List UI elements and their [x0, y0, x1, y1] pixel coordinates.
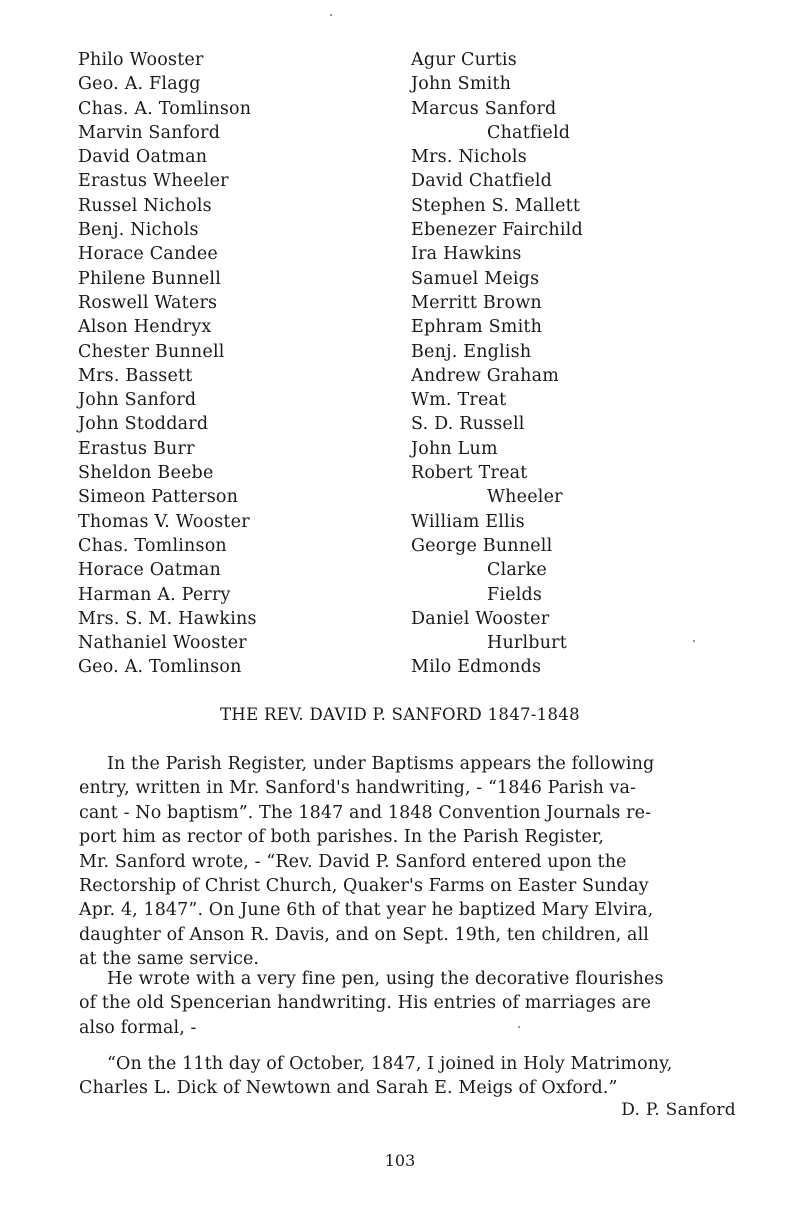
- left-name-entry: Simeon Patterson: [78, 487, 239, 508]
- paragraph-line: daughter of Anson R. Davis, and on Sept. 19th, ten children, all: [79, 924, 649, 945]
- right-name-entry: S. D. Russell: [411, 414, 525, 435]
- left-name-entry: Philo Wooster: [78, 50, 204, 70]
- left-name-entry: Russel Nichols: [78, 195, 212, 216]
- left-name-entry: Nathaniel Wooster: [78, 633, 247, 654]
- left-name-entry: Geo. A. Tomlinson: [78, 657, 242, 678]
- right-name-column: [411, 48, 711, 680]
- right-name-entry: William Ellis: [411, 511, 525, 532]
- paragraph-handwriting: [79, 967, 739, 1040]
- left-name-entry: Horace Oatman: [78, 560, 222, 581]
- right-name-entry: Mrs. Nichols: [411, 147, 527, 168]
- right-name-entry: George Bunnell: [411, 535, 553, 556]
- left-name-entry: Thomas V. Wooster: [78, 511, 250, 532]
- right-name-entry: Wheeler: [487, 487, 563, 508]
- left-name-entry: Erastus Burr: [78, 438, 195, 459]
- left-name-entry: Alson Hendryx: [78, 317, 212, 338]
- paragraph-line: also formal, -: [79, 1017, 197, 1038]
- left-name-column: [78, 48, 378, 680]
- paragraph-marriage-quote: [79, 1052, 739, 1101]
- scan-speck: [330, 14, 332, 16]
- right-name-entry: John Smith: [411, 74, 512, 95]
- section-heading: THE REV. DAVID P. SANFORD 1847-1848: [220, 705, 580, 724]
- left-name-entry: Mrs. S. M. Hawkins: [78, 608, 257, 629]
- left-name-entry: Horace Candee: [78, 244, 218, 265]
- scan-speck: [518, 1026, 520, 1028]
- paragraph-line: Mr. Sanford wrote, - “Rev. David P. Sanford entered upon the: [79, 851, 627, 872]
- paragraph-line: port him as rector of both parishes. In the Parish Register,: [79, 827, 605, 848]
- paragraph-line: Charles L. Dick of Newtown and Sarah E. Meigs of Oxford.”: [79, 1078, 618, 1099]
- signature: D. P. Sanford: [621, 1100, 736, 1120]
- right-name-entry: Stephen S. Mallett: [411, 195, 581, 216]
- left-name-entry: Mrs. Bassett: [78, 365, 193, 386]
- left-name-entry: John Stoddard: [78, 414, 209, 435]
- paragraph-line: Rectorship of Christ Church, Quaker's Farms on Easter Sunday: [79, 876, 649, 897]
- paragraph-line: of the old Spencerian handwriting. His entries of marriages are: [79, 993, 652, 1014]
- page-number: 103: [384, 1151, 416, 1170]
- left-name-entry: Philene Bunnell: [78, 268, 222, 289]
- left-name-entry: Sheldon Beebe: [78, 463, 214, 484]
- left-name-entry: Harman A. Perry: [78, 584, 231, 605]
- paragraph-line: at the same service.: [79, 949, 260, 970]
- left-name-entry: Chas. Tomlinson: [78, 535, 227, 556]
- left-name-entry: David Oatman: [78, 147, 208, 168]
- right-name-entry: Ebenezer Fairchild: [411, 220, 583, 241]
- right-name-entry: John Lum: [411, 438, 498, 459]
- left-name-entry: Erastus Wheeler: [78, 171, 229, 192]
- right-name-entry: Clarke: [487, 560, 547, 581]
- right-name-entry: Milo Edmonds: [411, 657, 542, 678]
- paragraph-baptisms: [79, 752, 739, 972]
- left-name-entry: Marvin Sanford: [78, 122, 221, 143]
- left-name-entry: Chas. A. Tomlinson: [78, 98, 252, 119]
- paragraph-line: entry, written in Mr. Sanford's handwriting, - “1846 Parish va-: [79, 778, 637, 799]
- paragraph-line: He wrote with a very fine pen, using the decorative flourishes: [107, 969, 664, 989]
- right-name-entry: Andrew Graham: [411, 365, 560, 386]
- right-name-entry: Agur Curtis: [411, 50, 517, 70]
- left-name-entry: John Sanford: [78, 390, 197, 411]
- paragraph-line: Apr. 4, 1847”. On June 6th of that year he baptized Mary Elvira,: [79, 900, 654, 921]
- right-name-entry: Daniel Wooster: [411, 608, 550, 629]
- paragraph-line: cant - No baptism”. The 1847 and 1848 Convention Journals re-: [79, 802, 652, 823]
- right-name-entry: Robert Treat: [411, 463, 528, 484]
- paragraph-line: “On the 11th day of October, 1847, I joined in Holy Matrimony,: [107, 1054, 673, 1074]
- right-name-entry: Chatfield: [487, 122, 571, 143]
- right-name-entry: Ephram Smith: [411, 317, 543, 338]
- left-name-entry: Geo. A. Flagg: [78, 74, 201, 95]
- right-name-entry: Ira Hawkins: [411, 244, 522, 265]
- left-name-entry: Benj. Nichols: [78, 220, 199, 241]
- right-name-entry: Merritt Brown: [411, 292, 542, 313]
- right-name-entry: Hurlburt: [487, 633, 567, 654]
- right-name-entry: Benj. English: [411, 341, 532, 362]
- right-name-entry: Samuel Meigs: [411, 268, 540, 289]
- scan-speck: [693, 640, 695, 642]
- right-name-entry: Fields: [487, 584, 543, 605]
- paragraph-line: In the Parish Register, under Baptisms appears the following: [107, 754, 655, 774]
- left-name-entry: Chester Bunnell: [78, 341, 225, 362]
- right-name-entry: Wm. Treat: [411, 390, 507, 411]
- right-name-entry: Marcus Sanford: [411, 98, 557, 119]
- left-name-entry: Roswell Waters: [78, 292, 218, 313]
- right-name-entry: David Chatfield: [411, 171, 553, 192]
